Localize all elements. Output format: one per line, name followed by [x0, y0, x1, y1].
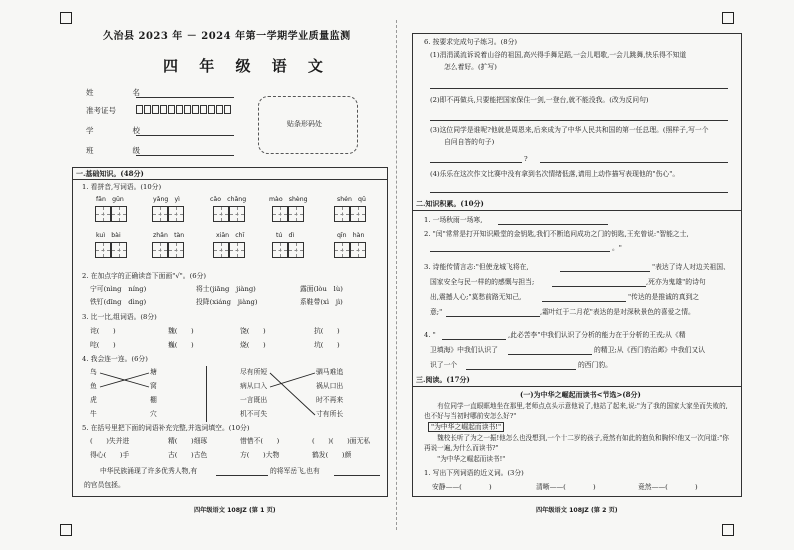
q3-item-6[interactable]: 巍( )	[168, 341, 194, 349]
r3-text-d: ,死亦为鬼雄"的诗句	[646, 278, 706, 286]
q5-sentence-part-b: 的将军岳飞,也有	[270, 467, 320, 475]
r3-blank-4[interactable]	[446, 316, 540, 317]
q6-2-text: (2)即不再做兵,只要能把国家保住一剑,一登台,就不能没我。(改为反问句)	[430, 96, 649, 104]
r3-text-g: 意;"	[430, 308, 443, 316]
pinyin-1-4: mào shèng	[269, 196, 308, 203]
q4-line-proverb-b	[270, 373, 315, 387]
pinyin-2-2: zhǎn tàn	[153, 232, 185, 239]
pinyin-2-5: qīn hàn	[337, 232, 365, 239]
q4-col4-1[interactable]: 驷马难追	[316, 368, 344, 376]
q6-3-line-b: 自问自答的句子)	[444, 138, 495, 146]
reading-quote: "为中华之崛起而读书!"	[428, 422, 504, 432]
r4-blank-1[interactable]	[442, 339, 506, 340]
pinyin-2-1: kuì bài	[96, 232, 121, 239]
q2-item-4[interactable]: 铁钉(dīng dìng)	[90, 298, 147, 306]
q6-4-answer-line[interactable]	[430, 192, 728, 193]
r4-text-e: 识了一个	[430, 361, 458, 369]
q2-item-3[interactable]: 露面(lòu lù)	[300, 285, 343, 293]
q4-col4-3[interactable]: 时不再来	[316, 396, 344, 404]
q3-item-1[interactable]: 诧( )	[90, 327, 116, 335]
q3-item-4[interactable]: 抗( )	[314, 327, 340, 335]
field-school-label: 学 校	[86, 126, 148, 135]
q6-title: 6. 按要求完成句子练习。(8分)	[424, 38, 518, 46]
q2-item-5[interactable]: 投降(xiáng jiàng)	[196, 298, 258, 306]
q6-3-line-a: (3)这位同学是谁呢?他就是周恩来,后来成为了中华人民共和国的第一任总理。(照样子,写一个	[430, 126, 709, 134]
pinyin-1-3: cǎo chǎng	[210, 196, 247, 203]
q4-col3-1[interactable]: 尽有所短	[240, 368, 268, 376]
q5-blank-1[interactable]	[216, 475, 268, 476]
r1-text: 1. 一场秋雨一场寒,	[424, 216, 483, 224]
q4-title: 4. 我会连一连。(6分)	[82, 355, 148, 363]
q6-3-answer-line-2[interactable]	[540, 162, 728, 163]
q5-item-2[interactable]: 精( )细琢	[168, 437, 208, 445]
q6-3-answer-line-1[interactable]	[430, 162, 522, 163]
barcode-label: 贴条形码处	[287, 120, 322, 128]
q5-title: 5. 在括号里把下面的词语补充完整,并选词填空。(10分)	[82, 424, 250, 432]
r3-text-c: 国家安全与民一样的的感慨与担当;	[430, 278, 535, 286]
r3-blank-3[interactable]	[542, 301, 626, 302]
q5-sentence-part-a: 中华民族涌现了许多优秀人物,有	[100, 467, 198, 475]
q4-col1-2[interactable]: 鱼	[90, 382, 97, 390]
q4-col2-1[interactable]: 塘	[150, 368, 157, 376]
r4-blank-2[interactable]	[508, 354, 592, 355]
q6-3-question-mark: ?	[524, 155, 528, 163]
r3-text-a: 3. 诗能传情言志:"但使龙城飞将在,	[424, 263, 529, 271]
r3-blank-1[interactable]	[560, 271, 650, 272]
q6-1-line-b: 怎么着好。(扩写)	[444, 63, 497, 71]
pinyin-2-4: tú dì	[276, 232, 295, 239]
r2-text-b: 。"	[612, 244, 622, 252]
q5-item-6[interactable]: 古( )古色	[168, 451, 208, 459]
q6-2-answer-line[interactable]	[430, 120, 728, 121]
q2-title: 2. 在加点字的正确读音下面画"√"。(6分)	[82, 272, 207, 280]
field-name-label: 姓 名	[86, 88, 148, 97]
q4-col3-2[interactable]: 病从口入	[240, 382, 268, 390]
q5-item-7[interactable]: 方( )大物	[240, 451, 280, 459]
r3-text-f: "传达的是推诚的真到之	[628, 293, 700, 301]
field-exam-id-label: 准考证号	[86, 106, 116, 115]
rq1-title: 1. 写出下列词语的近义词。(3分)	[424, 469, 524, 477]
q5-item-5[interactable]: 得心( )手	[90, 451, 130, 459]
r3-blank-2[interactable]	[552, 286, 646, 287]
rq1-word-1[interactable]: 安静——( )	[432, 483, 492, 491]
q6-1-answer-line[interactable]	[430, 88, 728, 89]
q4-col2-2[interactable]: 窝	[150, 382, 157, 390]
q2-item-2[interactable]: 将士(jiāng jiàng)	[196, 285, 256, 293]
pinyin-1-1: fān gūn	[96, 196, 124, 203]
q4-col1-3[interactable]: 虎	[90, 396, 97, 404]
pinyin-2-3: xiān chī	[216, 232, 245, 239]
subject-title: 四 年 级 语 文	[163, 57, 331, 75]
r4-blank-3[interactable]	[466, 369, 576, 370]
q3-item-7[interactable]: 烧( )	[240, 341, 266, 349]
rq1-word-2[interactable]: 清晰——( )	[536, 483, 596, 491]
q4-col3-4[interactable]: 机不可失	[240, 410, 268, 418]
r3-text-e: 出,震撼人心;"莫愁前路无知己,	[430, 293, 522, 301]
r4-text-b: ,此必苦李"中我们认识了分析的能力在于分析的王戎;从《精	[508, 331, 686, 339]
r4-text-a: 4. "	[424, 331, 436, 339]
q6-1-line-a: (1)涓涓溪流诉说着山谷的祖国,高兴得手舞足蹈,一会儿唱歌,一会儿跳舞,快乐得不知道	[430, 51, 687, 59]
section-2-title: 二.知识积累。(10分)	[416, 199, 484, 208]
q3-item-2[interactable]: 魏( )	[168, 327, 194, 335]
q6-4-text: (4)乐乐在这次作文比赛中没有拿到名次情绪低落,请用上动作描写表现他的"伤心"。	[430, 170, 680, 178]
rq1-word-3[interactable]: 竟然——( )	[638, 483, 698, 491]
pinyin-1-2: yǎng yì	[153, 196, 180, 203]
q1-title: 1. 看拼音,写词语。(10分)	[82, 183, 162, 191]
q4-col2-4[interactable]: 穴	[150, 410, 157, 418]
q5-item-8[interactable]: 鹤发( )颜	[312, 451, 352, 459]
q3-item-3[interactable]: 饶( )	[240, 327, 266, 335]
q5-item-3[interactable]: 惜惜不( )	[240, 437, 280, 445]
q4-col2-3[interactable]: 棚	[150, 396, 157, 404]
q4-col4-2[interactable]: 祸从口出	[316, 382, 344, 390]
r3-text-b: "表达了诗人对边关祖国、	[652, 263, 730, 271]
section-1-title: 一.基础知识。(48分)	[73, 168, 387, 180]
q4-col1-1[interactable]: 鸟	[90, 368, 97, 376]
r2-blank[interactable]	[430, 251, 610, 252]
q2-item-6[interactable]: 系鞋带(xì jì)	[300, 298, 343, 306]
r3-text-h: ,霜叶红于二月花"表达的是对深秋景色的喜爱之情。	[540, 308, 695, 316]
q4-col1-4[interactable]: 牛	[90, 410, 97, 418]
r2-text-a: 2. "闰"常常是打开知识殿堂的金钥匙,我们不断追问成功之门的钥匙,王充曾说:"智能之士,	[424, 230, 689, 238]
q3-title: 3. 比一比,组词语。(8分)	[82, 313, 157, 321]
q5-blank-2[interactable]	[334, 475, 380, 476]
field-class-label: 班 级	[86, 146, 148, 155]
reading-quote-box	[428, 423, 504, 432]
reading-paragraph-3: "为中华之崛起而读书!"	[424, 455, 506, 463]
section-2-rule	[412, 210, 742, 211]
q2-item-1[interactable]: 宁可(nìng níng)	[90, 285, 147, 293]
r4-text-d: 的精卫;从《西门豹治邺》中我们又认	[594, 346, 706, 354]
q4-col3-3[interactable]: 一言既出	[240, 396, 268, 404]
q3-item-5[interactable]: 咤( )	[90, 341, 116, 349]
exam-title: 久治县 2023 年 － 2024 年第一学期学业质量监测	[103, 31, 351, 42]
section-3-title: 三.阅读。(17分)	[416, 375, 470, 384]
reading-paragraph-2: 魏校长听了为之一振!他怎么也没想到,一个十二岁的孩子,竟然有如此的抱负和胸怀!他又一次问道:"你再说一遍,为什么而读书?"	[424, 434, 729, 452]
r4-text-c: 卫填海》中我们认识了	[430, 346, 498, 354]
right-page-footer: 四年级语文 108JZ (第 2 页)	[536, 507, 618, 514]
q5-sentence-part-c: 的官员包拯。	[84, 481, 125, 489]
r1-blank[interactable]	[498, 224, 608, 225]
reading-paragraph-1: 有位同学一直眼眶地坐在那里,老师点点头示意他说了,他站了起来,说:"为了我的国家大家坐而失败的,也不好与当初时哪前安怎么好?"	[424, 402, 728, 420]
q4-col4-4[interactable]: 寸有所长	[316, 410, 344, 418]
r4-text-f: 的西门豹。	[578, 361, 612, 369]
section-3-rule	[412, 386, 742, 387]
pinyin-1-5: shén qū	[337, 196, 366, 203]
left-page-footer: 四年级语文 108JZ (第 1 页)	[194, 507, 276, 514]
q3-item-8[interactable]: 坑( )	[314, 341, 340, 349]
reading-title: (一)为中华之崛起而读书<节选>(8分)	[520, 390, 641, 399]
q5-item-4[interactable]: ( )( )面无私	[312, 437, 371, 445]
q5-item-1[interactable]: ( )失并进	[90, 437, 130, 445]
q4-line-proverb-a	[270, 373, 315, 415]
